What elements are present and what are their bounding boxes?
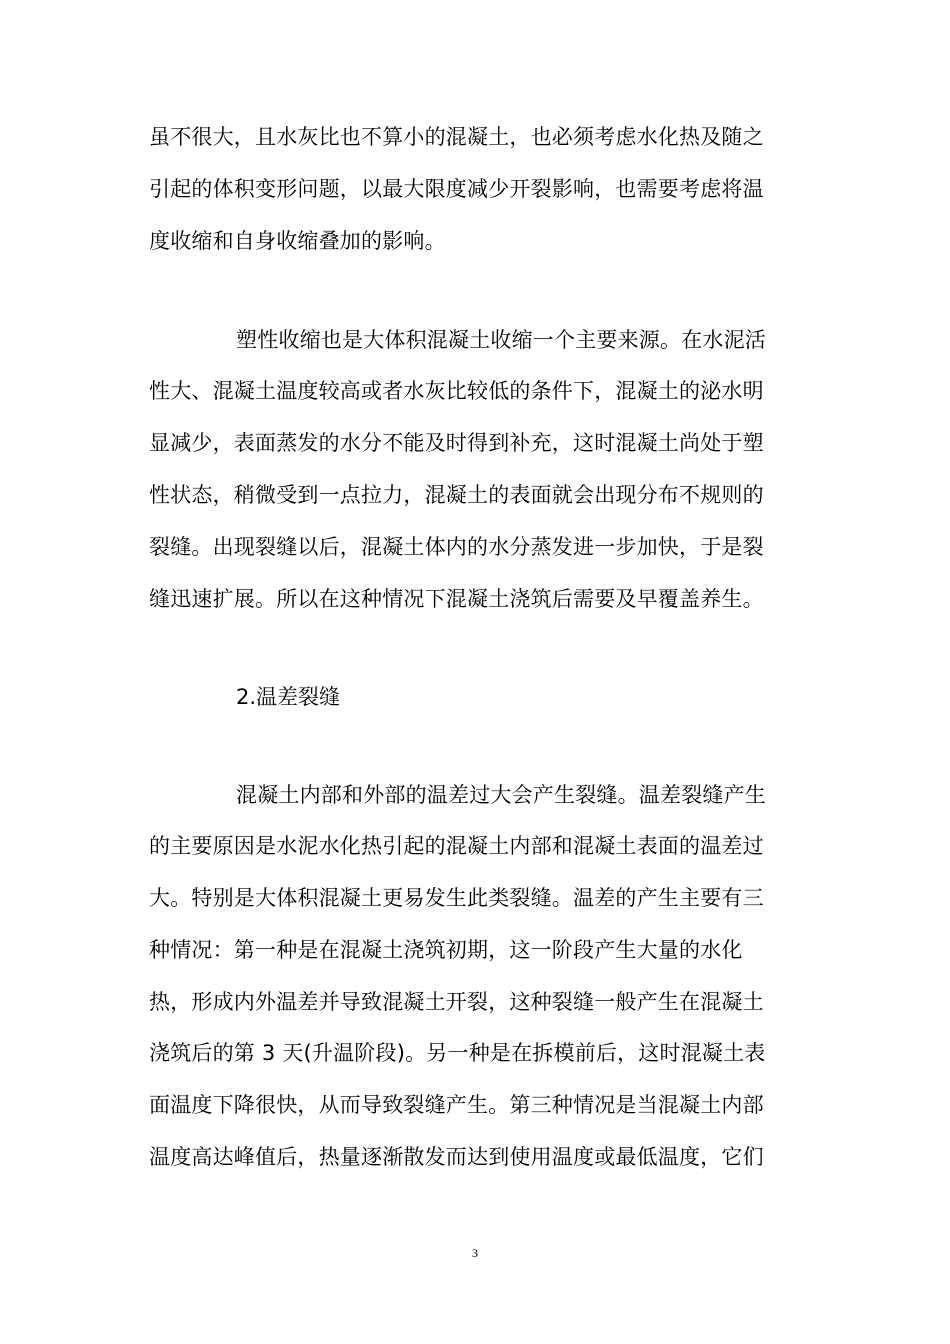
page-number: 3	[472, 1246, 478, 1260]
paragraph-line: 浇筑后的第 3 天(升温阶段)。另一种是在拆模前后，这时混凝土表	[149, 1041, 766, 1065]
paragraph-line: 面温度下降很快，从而导致裂缝产生。第三种情况是当混凝土内部	[149, 1093, 764, 1117]
paragraph-line: 裂缝。出现裂缝以后，混凝土体内的水分蒸发进一步加快，于是裂	[149, 535, 764, 559]
paragraph-line: 显减少，表面蒸发的水分不能及时得到补充，这时混凝土尚处于塑	[149, 431, 764, 455]
paragraph-line: 的主要原因是水泥水化热引起的混凝土内部和混凝土表面的温差过	[149, 834, 764, 858]
paragraph-line: 引起的体积变形问题，以最大限度减少开裂影响，也需要考虑将温	[149, 177, 764, 201]
section-heading: 2.温差裂缝	[236, 685, 341, 709]
paragraph-line: 虽不很大，且水灰比也不算小的混凝土，也必须考虑水化热及随之	[149, 125, 764, 149]
paragraph-line: 混凝土内部和外部的温差过大会产生裂缝。温差裂缝产生	[236, 783, 766, 807]
paragraph-line: 缝迅速扩展。所以在这种情况下混凝土浇筑后需要及早覆盖养生。	[149, 587, 764, 611]
paragraph-line: 度收缩和自身收缩叠加的影响。	[149, 229, 446, 253]
paragraph-line: 种情况：第一种是在混凝土浇筑初期，这一阶段产生大量的水化	[149, 938, 743, 962]
paragraph-line: 大。特别是大体积混凝土更易发生此类裂缝。温差的产生主要有三	[149, 886, 764, 910]
paragraph-line: 塑性收缩也是大体积混凝土收缩一个主要来源。在水泥活	[236, 328, 766, 352]
paragraph-line: 性状态，稍微受到一点拉力，混凝土的表面就会出现分布不规则的	[149, 483, 764, 507]
paragraph-line: 热，形成内外温差并导致混凝土开裂，这种裂缝一般产生在混凝土	[149, 990, 764, 1014]
paragraph-line: 性大、混凝土温度较高或者水灰比较低的条件下，混凝土的泌水明	[149, 379, 764, 403]
paragraph-line: 温度高达峰值后，热量逐渐散发而达到使用温度或最低温度，它们	[149, 1145, 764, 1169]
